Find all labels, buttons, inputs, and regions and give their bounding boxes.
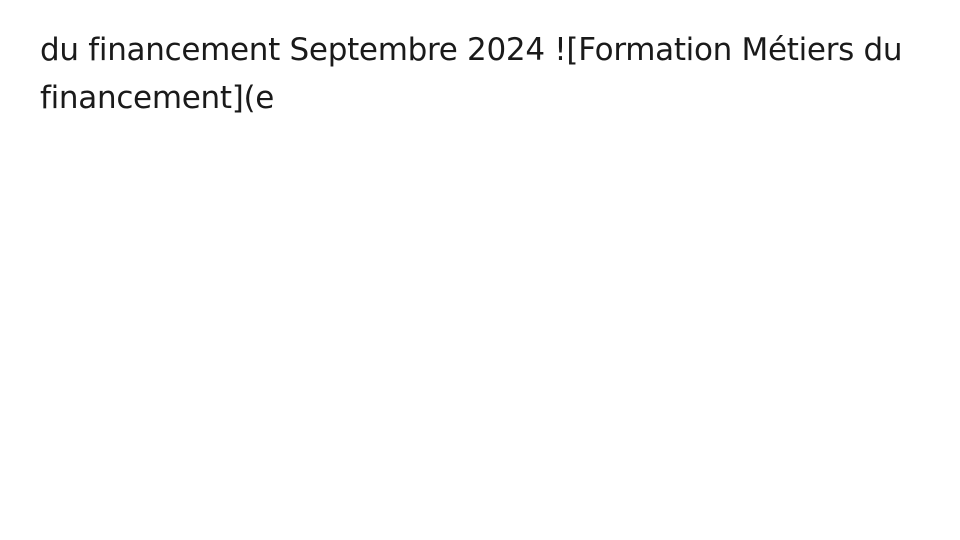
document-text: du financement Septembre 2024 ![Formation Métiers du financement](e — [40, 32, 903, 116]
